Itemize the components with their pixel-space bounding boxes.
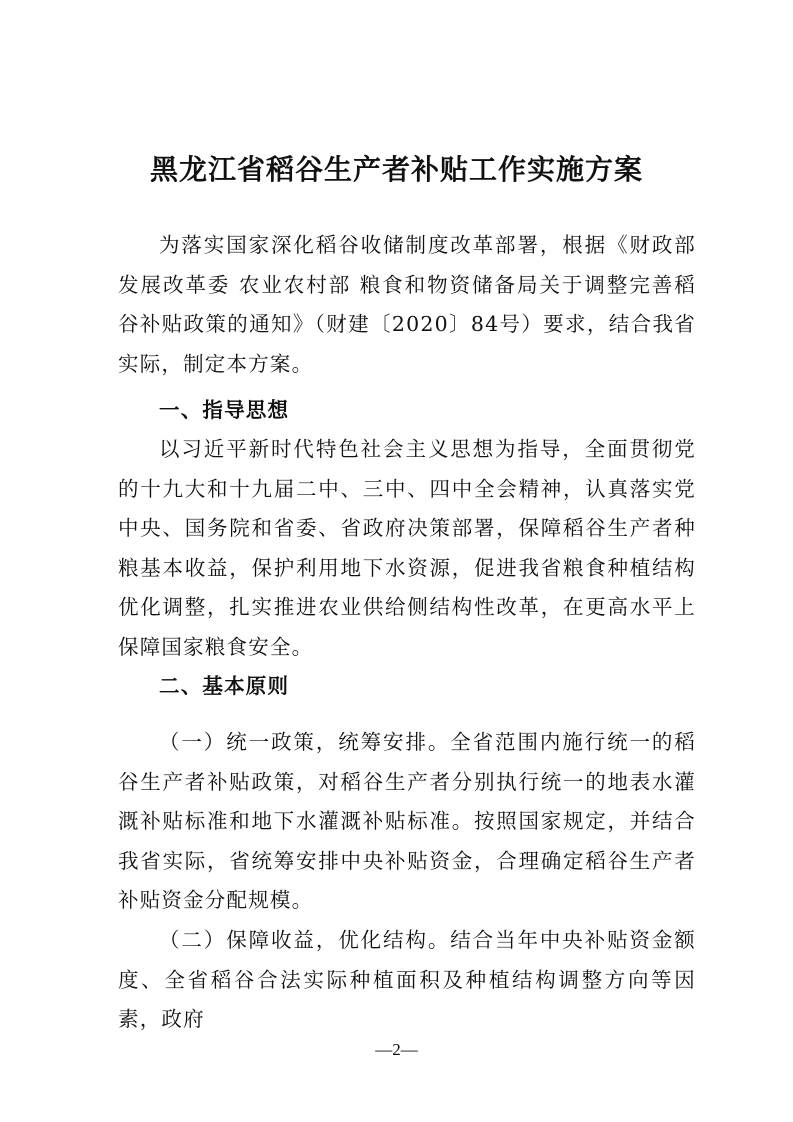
- section-heading-basic-principles: 二、基本原则: [159, 674, 290, 698]
- principle-item-2: （二）保障收益，优化结构。结合当年中央补贴资金额度、全省稻谷合法实际种植面积及种植结构调整方向等因素，政府: [118, 928, 696, 1031]
- page-number: —2—: [375, 1040, 418, 1059]
- section-heading-guiding-ideology: 一、指导思想: [159, 398, 290, 422]
- principle-item-1: （一）统一政策，统筹安排。全省范围内施行统一的稻谷生产者补贴政策，对稻谷生产者分别执行统一的地表水灌溉补贴标准和地下水灌溉补贴标准。按照国家规定，并结合我省实际，省统筹安排中央补贴资金，合理确定稻谷生产者补贴资金分配规模。: [118, 730, 696, 912]
- document-title: 黑龙江省稻谷生产者补贴工作实施方案: [149, 153, 643, 186]
- intro-paragraph: 为落实国家深化稻谷收储制度改革部署，根据《财政部 发展改革委 农业农村部 粮食和物资储备局关于调整完善稻谷补贴政策的通知》（财建〔2020〕84号）要求，结合我省实际，制定本方案。: [118, 233, 696, 376]
- guiding-ideology-paragraph: 以习近平新时代特色社会主义思想为指导，全面贯彻党的十九大和十九届二中、三中、四中全会精神，认真落实党中央、国务院和省委、省政府决策部署，保障稻谷生产者种粮基本收益，保护利用地下水资源，促进我省粮食种植结构优化调整，扎实推进农业供给侧结构性改革，在更高水平上保障国家粮食安全。: [118, 437, 696, 659]
